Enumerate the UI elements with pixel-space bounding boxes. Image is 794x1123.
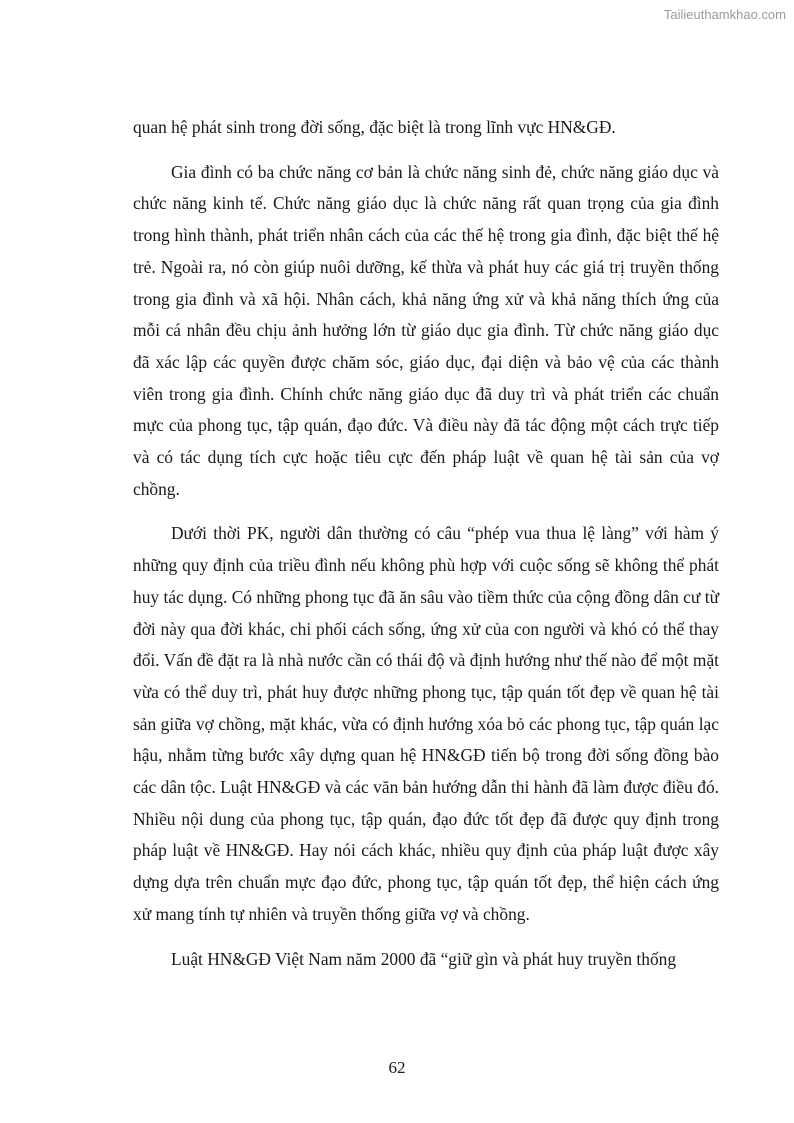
paragraph-law-2000: Luật HN&GĐ Việt Nam năm 2000 đã “giữ gìn và phát huy truyền thống xyxy=(171,948,677,969)
page-number: 62 xyxy=(388,1058,406,1077)
paragraph-continuation: quan hệ phát sinh trong đời sống, đặc biệt là trong lĩnh vực HN&GĐ. xyxy=(133,117,616,137)
watermark-text: Tailieuthamkhao.com xyxy=(663,7,786,22)
document-body xyxy=(133,112,719,988)
paragraph-family-functions: Gia đình có ba chức năng cơ bản là chức năng sinh đẻ, chức năng giáo dục và chức năng kinh tế. Chức năng giáo dục là chức năng rất quan trọng của gia đình trong hình thành, phát triển nhân cách của các thế hệ trong gia đình, đặc biệt thế hệ trẻ. Ngoài ra, nó còn giúp nuôi dưỡng, kế thừa và phát huy các giá trị truyền thống trong gia đình và xã hội. Nhân cách, khả năng ứng xử và khả năng thích ứng của mỗi cá nhân đều chịu ảnh hưởng lớn từ giáo dục gia đình. Từ chức năng giáo dục đã xác lập các quyền được chăm sóc, giáo dục, đại diện và bảo vệ của các thành viên trong gia đình. Chính chức năng giáo dục đã duy trì và phát triển các chuẩn mực của phong tục, tập quán, đạo đức. Và điều này đã tác động một cách trực tiếp và có tác dụng tích cực hoặc tiêu cực đến pháp luật về quan hệ tài sản của vợ chồng. xyxy=(133,161,719,499)
paragraph-feudal-customs: Dưới thời PK, người dân thường có câu “phép vua thua lệ làng” với hàm ý những quy định của triều đình nếu không phù hợp với cuộc sống sẽ không thể phát huy tác dụng. Có những phong tục đã ăn sâu vào tiềm thức của cộng đồng dân cư từ đời này qua đời khác, chi phối cách sống, ứng xử của con người và khó có thể thay đổi. Vấn đề đặt ra là nhà nước cần có thái độ và định hướng như thế nào để một mặt vừa có thể duy trì, phát huy được những phong tục, tập quán tốt đẹp về quan hệ tài sản giữa vợ chồng, mặt khác, vừa có định hướng xóa bỏ các phong tục, tập quán lạc hậu, nhằm từng bước xây dựng quan hệ HN&GĐ tiến bộ trong đời sống đồng bào các dân tộc. Luật HN&GĐ và các văn bản hướng dẫn thi hành đã làm được điều đó. Nhiều nội dung của phong tục, tập quán, đạo đức tốt đẹp đã được quy định trong pháp luật về HN&GĐ. Hay nói cách khác, nhiều quy định của pháp luật được xây dựng dựa trên chuẩn mực đạo đức, phong tục, tập quán tốt đẹp, thể hiện cách ứng xử mang tính tự nhiên và truyền thống giữa vợ và chồng. xyxy=(133,523,719,924)
